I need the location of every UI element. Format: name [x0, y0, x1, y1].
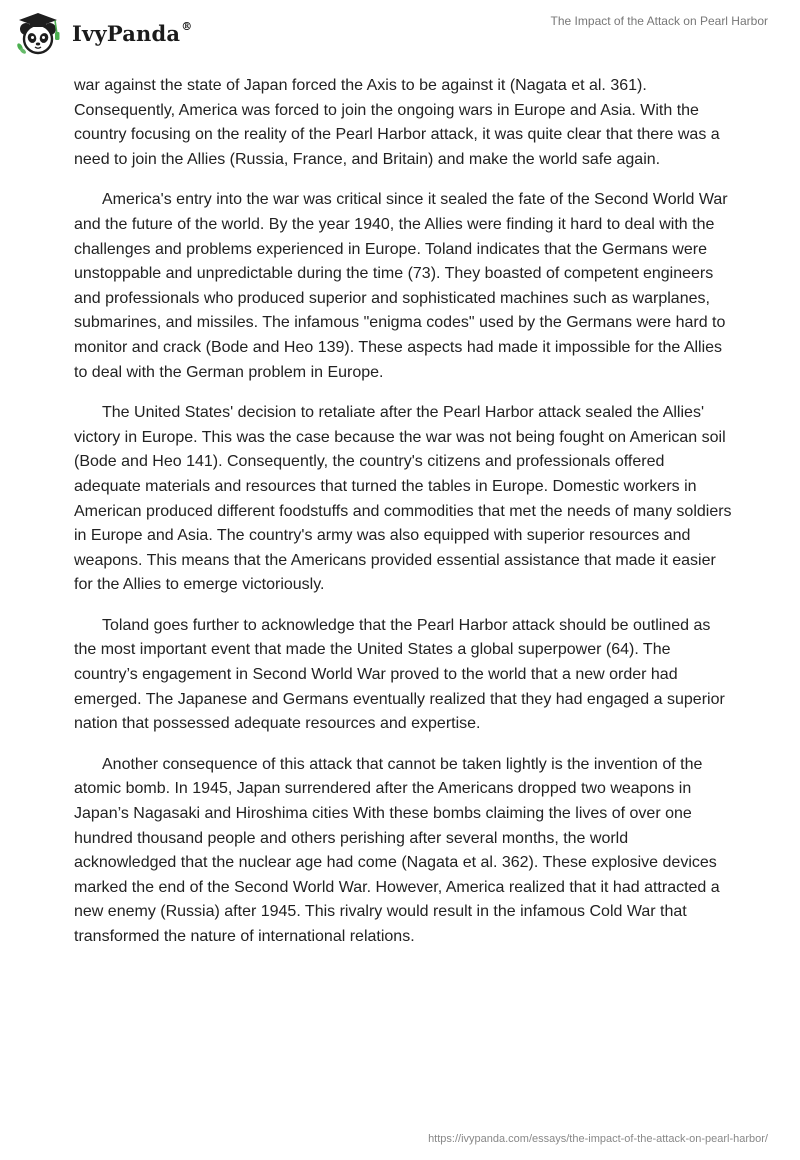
page-header: [0, 0, 800, 64]
footer-url-link[interactable]: https://ivypanda.com/essays/the-impact-of-the-attack-on-pearl-harbor/: [428, 1133, 768, 1145]
paragraph: The United States' decision to retaliate after the Pearl Harbor attack sealed the Allies' victory in Europe. This was the case because the war was not being fought on American soil (Bode and Heo 141). Consequently, the country's citizens and professionals offered adequate materials and resources that turned the tables in Europe. Domestic workers in American produced different foodstuffs and commodities that met the needs of many soldiers in Europe and Asia. The country's army was also equipped with superior resources and weapons. This means that the Americans provided essential assistance that made it easier for the Allies to emerge victoriously.: [74, 404, 732, 594]
essay-body: [74, 74, 734, 966]
paragraph: war against the state of Japan forced the Axis to be against it (Nagata et al. 361). Consequently, America was forced to join the ongoing wars in Europe and Asia. With the country focusing on the reality of the Pearl Harbor attack, it was quite clear that there was a need to join the Allies (Russia, France, and Britain) and make the world safe again.: [74, 77, 720, 168]
paragraph: Toland goes further to acknowledge that the Pearl Harbor attack should be outlined as the most important event that made the United States a global superpower (64). The country’s engagement in Second World War proved to the world that a new order had emerged. The Japanese and Germans eventually realized that they had engaged a superior nation that possessed adequate resources and expertise.: [74, 616, 725, 733]
panda-graduate-icon: [14, 10, 66, 56]
document-title: The Impact of the Attack on Pearl Harbor: [550, 14, 768, 28]
brand-logo[interactable]: [14, 8, 192, 58]
paragraph: America's entry into the war was critical since it sealed the fate of the Second World War and the future of the world. By the year 1940, the Allies were finding it hard to deal with the challenges and problems experienced in Europe. Toland indicates that the Germans were unstoppable and unpredictable during the time (73). They boasted of competent engineers and professionals who produced superior and sophisticated machines such as warplanes, submarines, and missiles. The infamous "enigma codes" used by the Germans were hard to monitor and crack (Bode and Heo 139). These aspects had made it impossible for the Allies to deal with the German problem in Europe.: [74, 191, 728, 381]
paragraph: Another consequence of this attack that cannot be taken lightly is the invention of the atomic bomb. In 1945, Japan surrendered after the Americans dropped two weapons in Japan’s Nagasaki and Hiroshima cities With these bombs claiming the lives of over one hundred thousand people and others perishing after several months, the world acknowledged that the nuclear age had come (Nagata et al. 362). These explosive devices marked the end of the Second World War. However, America realized that it had attracted a new enemy (Russia) after 1945. This rivalry would result in the infamous Cold War that transformed the nature of international relations.: [74, 755, 720, 945]
brand-name: IvyPanda®: [72, 19, 193, 46]
